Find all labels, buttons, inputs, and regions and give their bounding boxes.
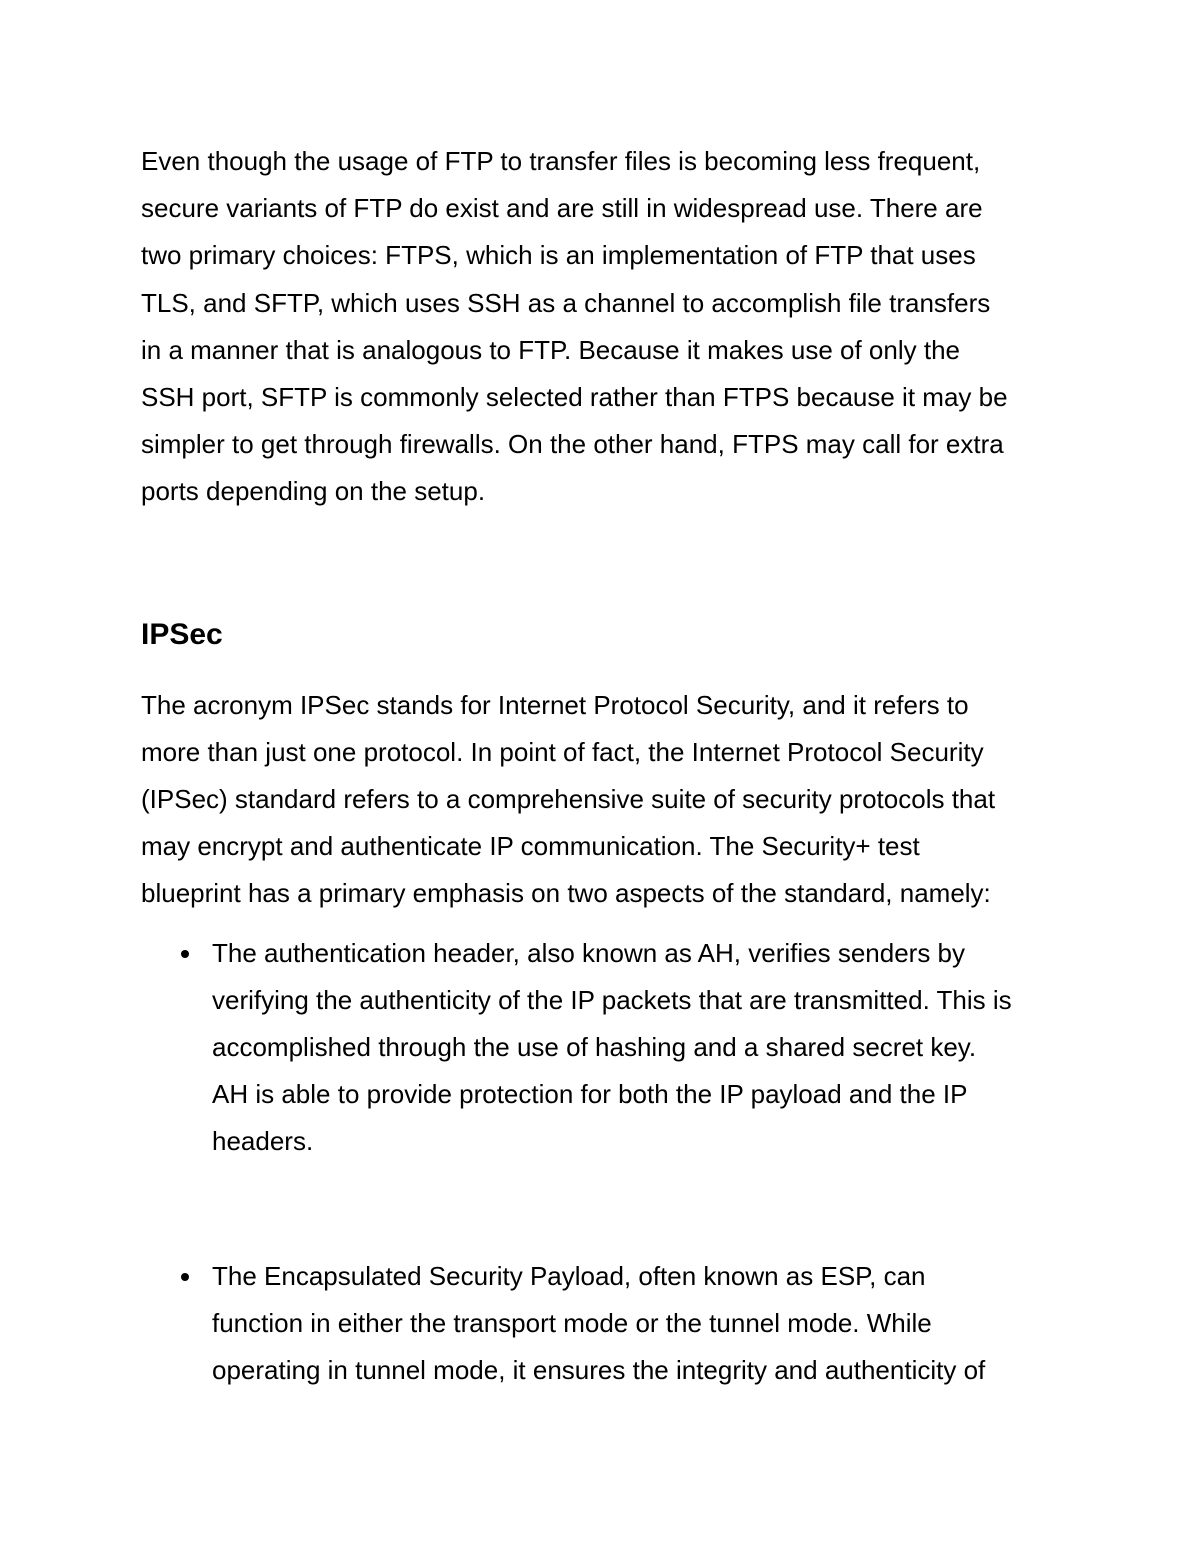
text-line: blueprint has a primary emphasis on two aspects of the standard, namely:	[141, 878, 991, 909]
text-line: operating in tunnel mode, it ensures the integrity and authenticity of	[212, 1355, 986, 1386]
text-line: function in either the transport mode or the tunnel mode. While	[212, 1307, 932, 1338]
text-line: Even though the usage of FTP to transfer files is becoming less frequent,	[141, 146, 981, 176]
bullet-dot-icon	[181, 1273, 189, 1281]
section-heading-ipsec: IPSec	[141, 617, 223, 651]
text-line: TLS, and SFTP, which uses SSH as a channel to accomplish file transfers	[141, 287, 991, 318]
text-line: verifying the authenticity of the IP packets that are transmitted. This is	[212, 984, 1012, 1015]
ipsec-paragraph	[141, 682, 1071, 918]
text-line: secure variants of FTP do exist and are still in widespread use. There are	[141, 193, 983, 224]
text-line: two primary choices: FTPS, which is an implementation of FTP that uses	[141, 240, 976, 271]
bullet-item-esp	[141, 1253, 1071, 1395]
intro-paragraph	[141, 138, 1071, 516]
text-line: The Encapsulated Security Payload, often known as ESP, can	[212, 1260, 926, 1291]
text-line: more than just one protocol. In point of fact, the Internet Protocol Security	[141, 736, 984, 767]
text-line: in a manner that is analogous to FTP. Because it makes use of only the	[141, 334, 960, 365]
text-line: The acronym IPSec stands for Internet Protocol Security, and it refers to	[141, 689, 969, 720]
text-line: may encrypt and authenticate IP communication. The Security+ test	[141, 831, 920, 862]
text-line: simpler to get through firewalls. On the other hand, FTPS may call for extra	[141, 429, 1004, 460]
page-content	[141, 138, 1071, 1394]
text-line: The authentication header, also known as AH, verifies senders by	[212, 937, 965, 968]
text-line: (IPSec) standard refers to a comprehensive suite of security protocols that	[141, 784, 996, 815]
bullet-item-ah	[141, 930, 1071, 1166]
ipsec-bullet-list	[141, 930, 1071, 1395]
text-line: headers.	[212, 1126, 314, 1157]
text-line: accomplished through the use of hashing and a shared secret key.	[212, 1032, 977, 1063]
text-line: ports depending on the setup.	[141, 476, 486, 507]
text-line: AH is able to provide protection for both the IP payload and the IP	[212, 1079, 968, 1110]
text-line: SSH port, SFTP is commonly selected rather than FTPS because it may be	[141, 382, 1008, 413]
bullet-dot-icon	[181, 950, 189, 958]
